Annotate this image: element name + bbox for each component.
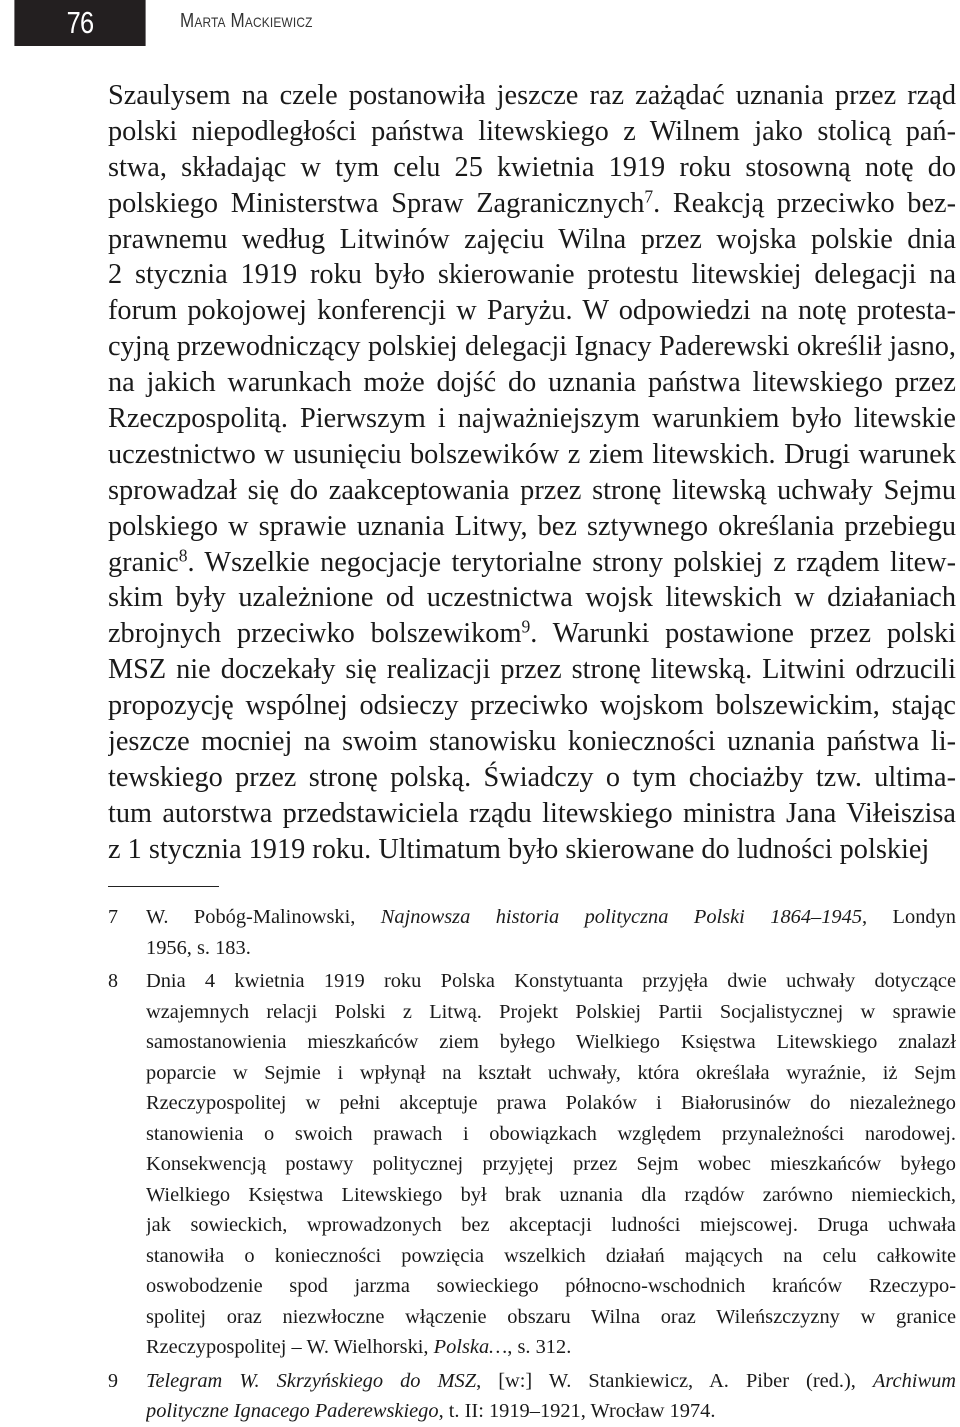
footnote-separator — [108, 886, 219, 887]
footnote-line: W. Pobóg-Malinowski, Najnowsza historia polityczna Polski 1864–1945, Londyn — [146, 906, 956, 928]
footnote-line: oswobodzenie spod jarzma sowieckiego północno-wschodnich krańców Rzeczypo- — [146, 1275, 956, 1297]
footnote-line: Rzeczypospolitej w pełni akceptuje prawa Polaków i Białorusinów do niezależnego — [146, 1092, 956, 1114]
footnote-line: polityczne Ignacego Paderewskiego, t. II: 1919–1921, Wrocław 1974. — [146, 1400, 716, 1422]
body-line: polski niepodległości państwa litewskiego z Wilnem jako stolicą pań- — [108, 115, 956, 147]
footnote-line: stanowiła o konieczności powzięcia wszelkich działań mających na celu całkowite — [146, 1244, 956, 1267]
footnote-number: 7 — [108, 906, 118, 928]
footnote-line: jak sowieckich, wprowadzonych bez akceptacji ludności miejscowej. Druga uchwała — [146, 1214, 956, 1236]
footnote-7 — [108, 902, 956, 963]
body-line: Rzeczpospolitą. Pierwszym i najważniejszym warunkiem było litewskie — [108, 403, 956, 435]
running-head-author: Marta Mackiewicz — [180, 10, 313, 32]
body-line: propozycję wspólnej odsieczy przeciwko wojskom bolszewickim, stając — [108, 690, 956, 722]
body-line: 2 stycznia 1919 roku było skierowanie protestu litewskiej delegacji na — [108, 259, 956, 291]
body-text — [108, 78, 956, 868]
footnote-line: Telegram W. Skrzyńskiego do MSZ, [w:] W. Stankiewicz, A. Piber (red.), Archiwum — [146, 1369, 956, 1392]
page-header — [0, 0, 960, 46]
footnote-8 — [108, 966, 956, 1363]
footnote-9 — [108, 1366, 956, 1427]
body-line: uczestnictwo w usunięciu bolszewików z ziem litewskich. Drugi warunek — [108, 438, 956, 470]
footnote-line: Rzeczypospolitej – W. Wielhorski, Polska…, s. 312. — [146, 1336, 572, 1358]
body-line: tum autorstwa przedstawiciela rządu litewskiego ministra Jana Viłeiszisa — [108, 797, 956, 829]
body-line: polskiego w sprawie uznania Litwy, bez sztywnego określania przebiegu — [108, 510, 956, 542]
footnote-line: Dnia 4 kwietnia 1919 roku Polska Konstytuanta przyjęła dwie uchwały dotyczące — [146, 970, 956, 992]
footnotes — [108, 902, 956, 1427]
footnote-line: 1956, s. 183. — [146, 936, 251, 959]
body-line: Szaulysem na czele postanowiła jeszcze raz zażądać uznania przez rząd — [108, 80, 956, 111]
body-line: polskiego Ministerstwa Spraw Zagranicznych$^7$. Reakcją przeciwko bez- — [108, 186, 956, 219]
body-line: skim były uzależnione od uczestnictwa wojsk litewskich w działaniach — [108, 582, 956, 614]
page-number: 76 — [14, 0, 145, 46]
body-line: stwa, składając w tym celu 25 kwietnia 1919 roku stosowną notę do — [108, 151, 956, 183]
footnote-line: poparcie w Sejmie i wpłynął na kształt uchwały, która określała wyraźnie, iż Sejm — [146, 1061, 956, 1084]
body-line: na jakich warunkach może dojść do uznania państwa litewskiego przez — [108, 367, 956, 399]
footnote-line: wzajemnych relacji Polski z Litwą. Projekt Polskiej Partii Socjalistycznej w sprawie — [146, 1000, 956, 1023]
footnote-line: samostanowienia mieszkańców ziem byłego Wielkiego Księstwa Litewskiego znalazł — [146, 1031, 956, 1053]
body-line: tewskiego przez stronę polską. Świadczy o tym chociażby tzw. ultima- — [108, 761, 956, 793]
footnote-line: stanowienia o swoich prawach i obowiązkach względem przynależności narodowej. — [146, 1122, 956, 1145]
footnote-line: spolitej oraz niezwłoczne włączenie obszaru Wilna oraz Wileńszczyzny w granice — [146, 1305, 956, 1328]
footnote-number: 8 — [108, 970, 118, 992]
footnote-line: Wielkiego Księstwa Litewskiego był brak uznania dla rządów zarówno niemieckich, — [146, 1183, 956, 1206]
footnote-line: Konsekwencją postawy politycznej przyjętej przez Sejm wobec mieszkańców byłego — [146, 1153, 956, 1175]
body-line: sprowadzał się do zaakceptowania przez stronę litewską uchwały Sejmu — [108, 474, 956, 506]
body-line: zbrojnych przeciwko bolszewikom$^9$. Warunki postawione przez polski — [108, 616, 956, 650]
body-line: prawnemu według Litwinów zajęciu Wilna przez wojska polskie dnia — [108, 223, 956, 255]
body-line: jeszcze mocniej na swoim stanowisku konieczności uznania państwa li- — [108, 726, 956, 758]
body-line: granic$^8$. Wszelkie negocjacje terytorialne strony polskiej z rządem litew- — [108, 544, 956, 578]
body-line: z 1 stycznia 1919 roku. Ultimatum było skierowane do ludności polskiej — [108, 833, 930, 865]
body-line: cyjną przewodniczący polskiej delegacji Ignacy Paderewski określił jasno, — [108, 331, 956, 363]
body-line: forum pokojowej konferencji w Paryżu. W odpowiedzi na notę protesta- — [108, 295, 956, 327]
body-line: MSZ nie doczekały się realizacji przez stronę litewską. Litwini odrzucili — [108, 654, 956, 686]
footnote-number: 9 — [108, 1369, 118, 1392]
